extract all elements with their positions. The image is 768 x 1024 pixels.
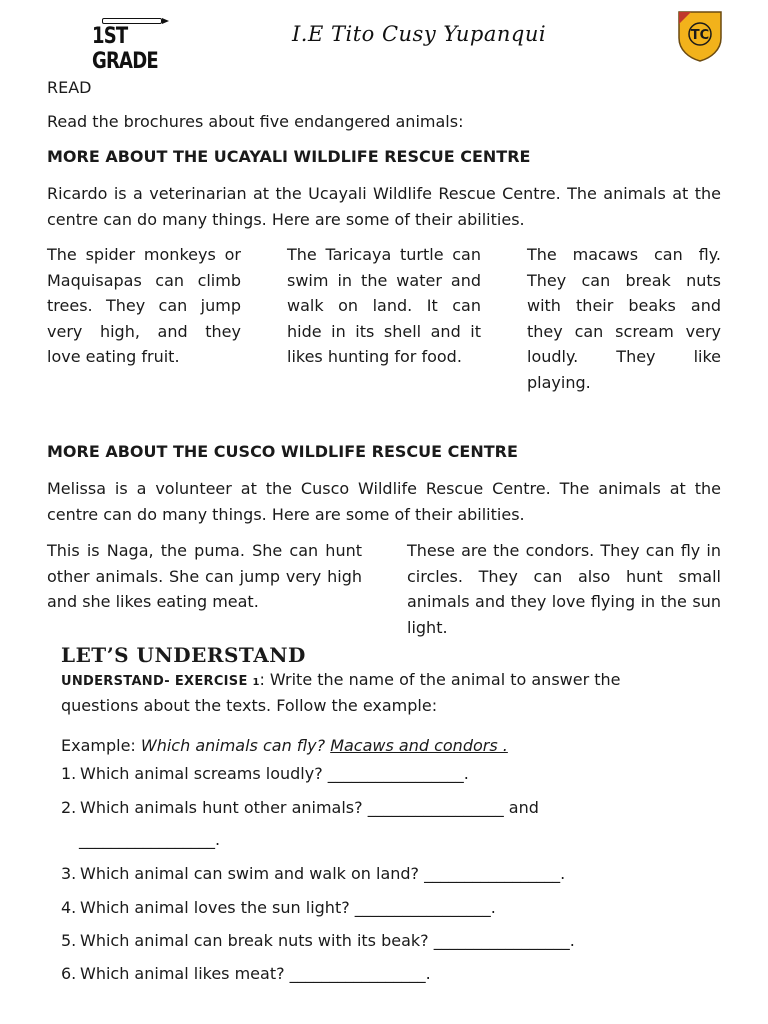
question-4 [61,898,496,917]
intro-text: Read the brochures about five endangered animals: [47,112,464,131]
question-text: Which animal likes meat? _________________. [80,964,431,983]
ucayali-title: MORE ABOUT THE UCAYALI WILDLIFE RESCUE CENTRE [47,147,531,166]
header [0,0,768,74]
example-answer: Macaws and condors . [330,736,508,755]
question-text: Which animal can break nuts with its beak? _________________. [80,931,575,950]
ucayali-turtle: The Taricaya turtle can swim in the water and walk on land. It can hide in its shell and it likes hunting for food. [287,245,481,366]
question-6 [61,964,431,983]
question-number: 3. [61,864,77,883]
example-label: Example: [61,736,141,755]
ucayali-paragraph: Ricardo is a veterinarian at the Ucayali Wildlife Rescue Centre. The animals at the centre can do many things. Here are some of their abilities. [47,184,721,229]
question-number: 6. [61,964,77,983]
question-text: Which animal can swim and walk on land? _________________. [80,864,566,883]
grade-logo-text: 1ST GRADE [92,24,158,74]
ucayali-spider-monkeys: The spider monkeys or Maquisapas can climb trees. They can jump very high, and they love eating fruit. [47,245,241,366]
question-text: Which animals hunt other animals? _________________ and [80,798,539,817]
question-3 [61,864,565,883]
exercise-text: : Write the name of the animal to answer the questions about the texts. Follow the example: [61,670,621,715]
grade-logo [92,14,176,74]
cusco-paragraph: Melissa is a volunteer at the Cusco Wildlife Rescue Centre. The animals at the centre can do many things. Here are some of their abilities. [47,479,721,524]
exercise-label: UNDERSTAND- EXERCISE [61,674,253,689]
exercise-number: 1 [252,677,260,688]
question-2 [61,798,539,817]
question-text: Which animal loves the sun light? _________________. [80,898,496,917]
question-text: Which animal screams loudly? _________________. [80,764,469,783]
question-number: 5. [61,931,77,950]
question-number: 2. [61,798,77,817]
question-number: 4. [61,898,77,917]
understand-title: LET’S UNDERSTAND [61,643,306,667]
cusco-condors: These are the condors. They can fly in circles. They can also hunt small animals and they love flying in the sun light. [407,541,721,637]
read-label: READ [47,78,92,97]
cusco-puma: This is Naga, the puma. She can hunt other animals. She can jump very high and she likes eating meat. [47,541,362,611]
cusco-title: MORE ABOUT THE CUSCO WILDLIFE RESCUE CENTRE [47,442,518,461]
question-1 [61,764,469,783]
exercise-instructions [61,668,701,717]
question-number: 1. [61,764,77,783]
school-shield-icon [677,10,723,62]
example-line [61,736,508,755]
school-name: I.E Tito Cusy Yupanqui [292,22,547,46]
question-5 [61,931,575,950]
example-question: Which animals can fly? [140,736,331,755]
question-2-blank: _________________. [79,830,221,849]
ucayali-macaws: The macaws can fly. They can break nuts with their beaks and they can scream very loudly. They like playing. [527,245,721,392]
shield-text: TC [690,28,710,43]
